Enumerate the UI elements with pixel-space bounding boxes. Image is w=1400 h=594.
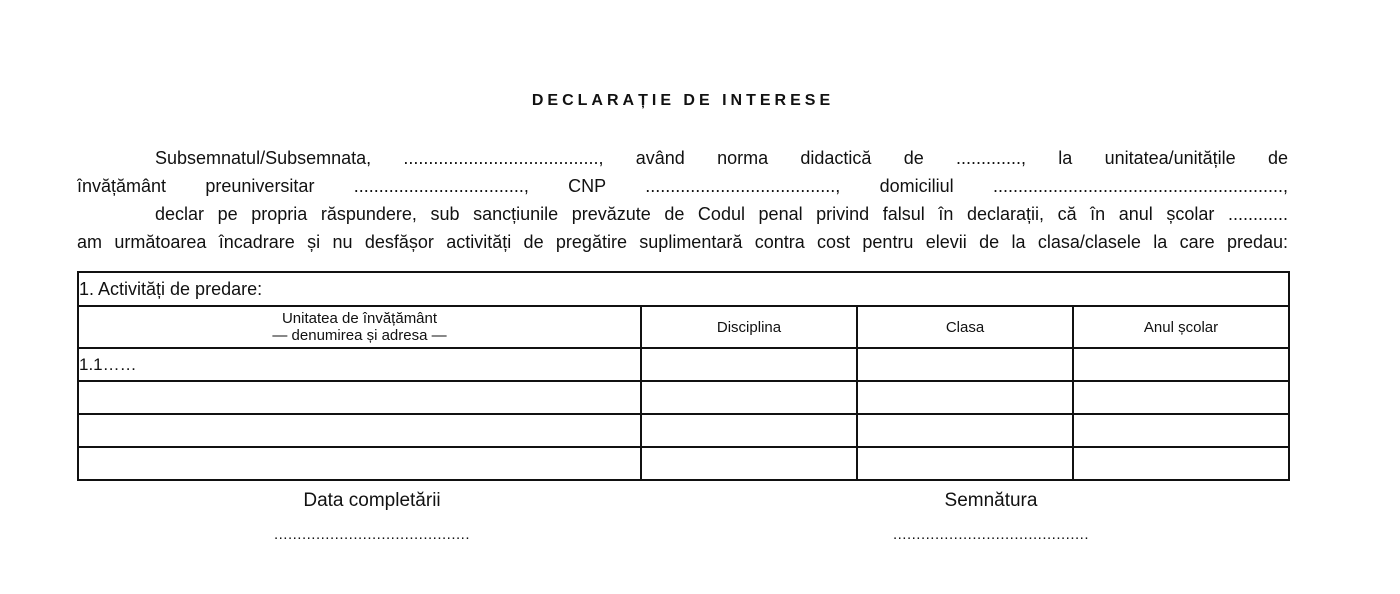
table-row [78, 447, 1289, 480]
signature-label: Semnătura [944, 490, 1038, 511]
header-school-year: Anul școlar [1073, 306, 1289, 348]
table-cell[interactable] [1073, 414, 1289, 447]
table-cell[interactable] [1073, 447, 1289, 480]
signature-field[interactable]: .......................................... [892, 526, 1090, 543]
paragraph-line-4: am următoarea încadrare și nu desfășor activități de pregătire suplimentară contra cost pentru elevii de la clasa/clasele la care predau: [77, 232, 1288, 252]
table-cell[interactable] [857, 348, 1073, 381]
table-cell[interactable] [78, 414, 641, 447]
table-row [78, 348, 1289, 381]
table-cell[interactable] [78, 447, 641, 480]
table-row [78, 381, 1289, 414]
paragraph-line-2: învățământ preuniversitar .................................., CNP ......................................, domiciliul .........................................................., [77, 176, 1288, 196]
table-cell[interactable] [857, 414, 1073, 447]
table-cell[interactable] [641, 348, 857, 381]
table-cell[interactable] [857, 447, 1073, 480]
table-cell[interactable] [1073, 348, 1289, 381]
table-cell[interactable] [641, 414, 857, 447]
table-cell[interactable]: 1.1…… [78, 348, 641, 381]
table-cell[interactable] [641, 447, 857, 480]
date-label: Data completării [303, 490, 441, 511]
header-unit [78, 306, 641, 348]
table-cell[interactable] [78, 381, 641, 414]
header-unit-line1: Unitatea de învățământ [281, 310, 438, 327]
paragraph-line-3: declar pe propria răspundere, sub sancțiunile prevăzute de Codul penal privind falsul în declarații, că în anul școlar ............ [155, 204, 1288, 224]
table-cell[interactable] [857, 381, 1073, 414]
header-class: Clasa [857, 306, 1073, 348]
activities-table [77, 271, 1290, 481]
document-title: DECLARAȚIE DE INTERESE [531, 92, 835, 109]
header-unit-line2: — denumirea și adresa — [272, 327, 447, 344]
paragraph-line-1: Subsemnatul/Subsemnata, ......................................., având norma didactică de ............., la unitatea/unitățile de [155, 148, 1288, 168]
table-cell[interactable] [641, 381, 857, 414]
table-row [78, 414, 1289, 447]
header-discipline: Disciplina [641, 306, 857, 348]
table-cell[interactable] [1073, 381, 1289, 414]
date-field[interactable]: .......................................... [273, 526, 471, 543]
section-title: 1. Activități de predare: [78, 272, 1289, 306]
